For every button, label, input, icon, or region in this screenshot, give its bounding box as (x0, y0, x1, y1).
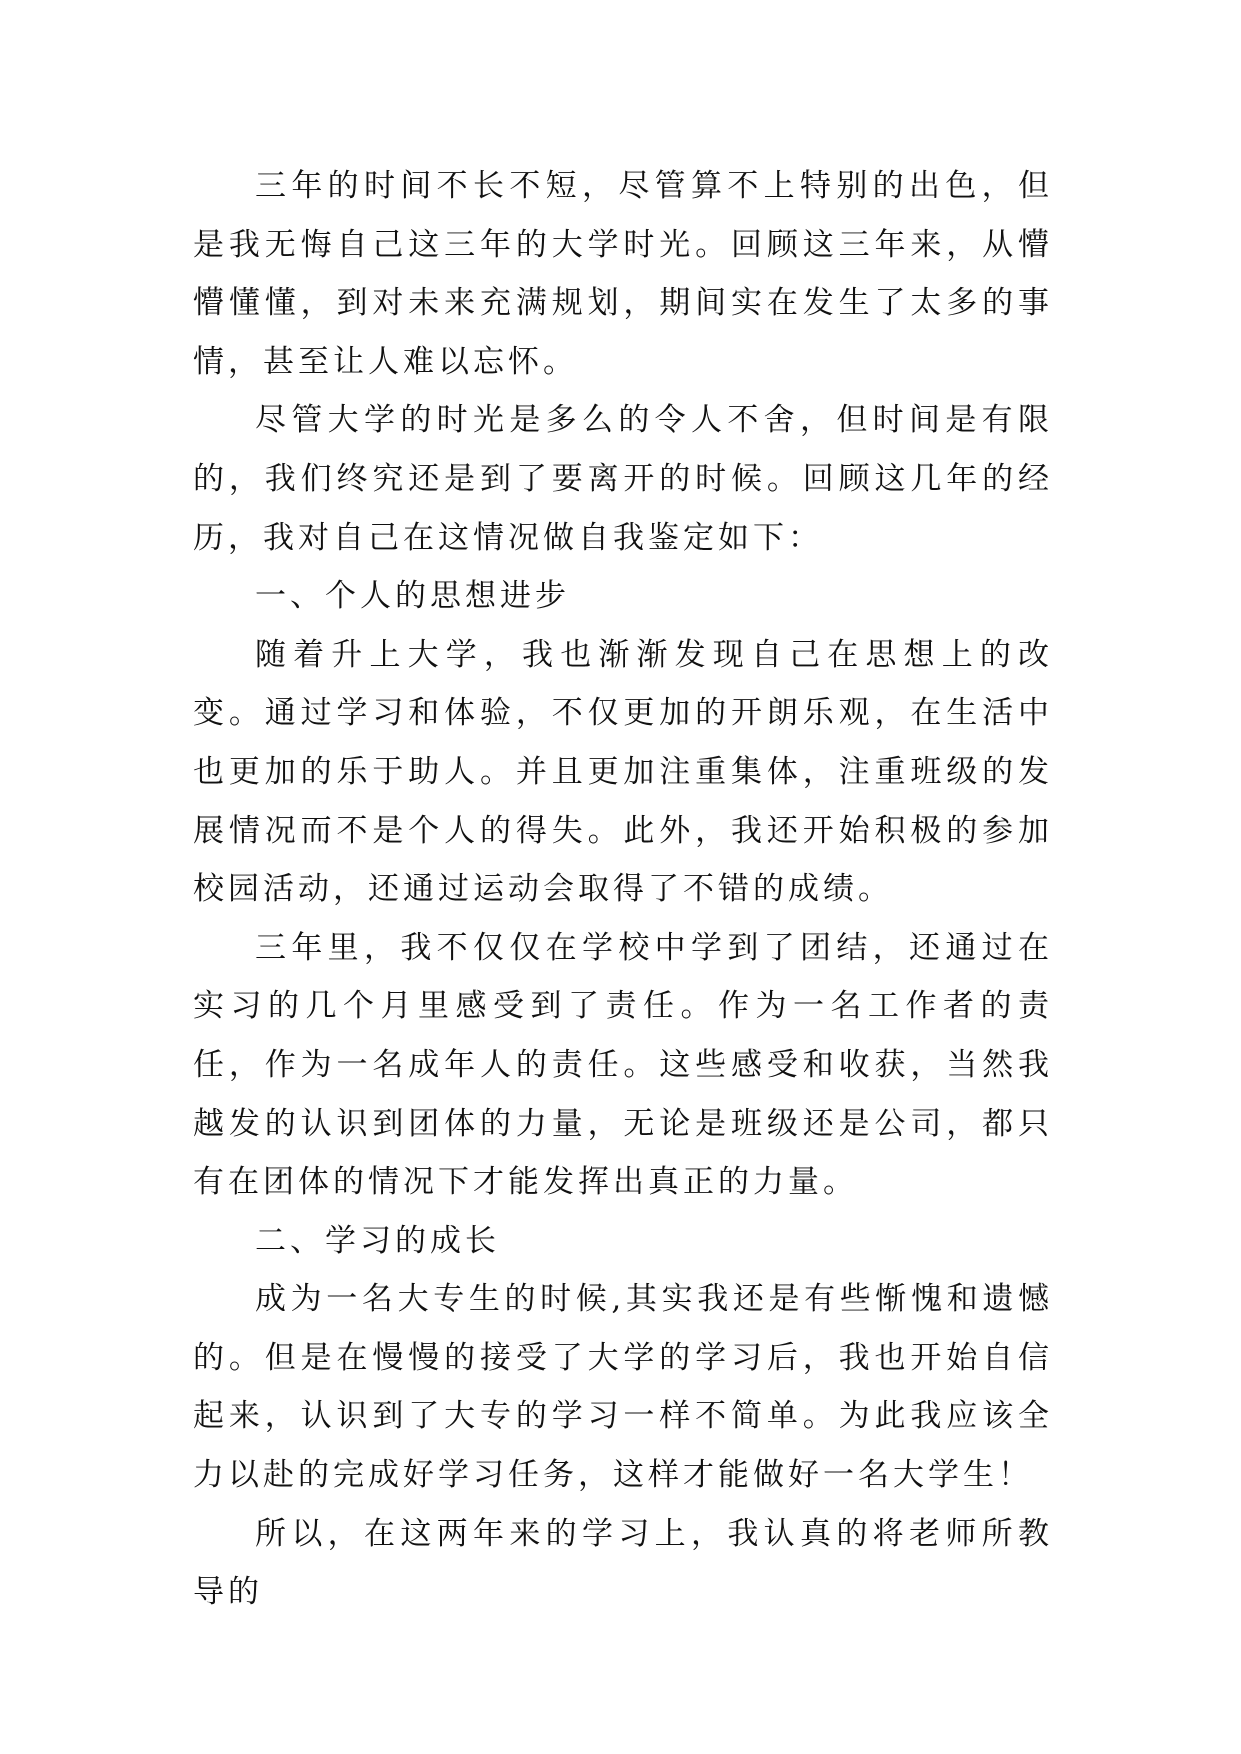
section-heading-thought: 一、个人的思想进步 (255, 578, 570, 615)
section-heading-study: 二、学习的成长 (255, 1222, 500, 1259)
paragraph-self-assessment: 尽管大学的时光是多么的令人不舍，但时间是有限的，我们终究还是到了要离开的时候。回顾这几年的经历，我对自己在这情况做自我鉴定如下： (193, 402, 1053, 556)
paragraph-responsibility: 三年里，我不仅仅在学校中学到了团结，还通过在实习的几个月里感受到了责任。作为一名工作者的责任，作为一名成年人的责任。这些感受和收获，当然我越发的认识到团体的力量，无论是班级还是公司，都只有在团体的情况下才能发挥出真正的力量。 (193, 929, 1053, 1201)
paragraph-intro: 三年的时间不长不短，尽管算不上特别的出色，但是我无悔自己这三年的大学时光。回顾这三年来，从懵懵懂懂，到对未来充满规划，期间实在发生了太多的事情，甚至让人难以忘怀。 (193, 168, 1053, 380)
paragraph-study-growth: 成为一名大专生的时候,其实我还是有些惭愧和遗憾的。但是在慢慢的接受了大学的学习后，我也开始自信起来，认识到了大专的学习一样不简单。为此我应该全力以赴的完成好学习任务，这样才能做好一名大学生！ (193, 1281, 1053, 1494)
document-body (193, 157, 1053, 1622)
paragraph-study-continued: 所以，在这两年来的学习上，我认真的将老师所教导的 (193, 1515, 1053, 1611)
paragraph-thought-progress: 随着升上大学，我也渐渐发现自己在思想上的改变。通过学习和体验，不仅更加的开朗乐观，在生活中也更加的乐于助人。并且更加注重集体，注重班级的发展情况而不是个人的得失。此外，我还开始积极的参加校园活动，还通过运动会取得了不错的成绩。 (193, 636, 1053, 908)
